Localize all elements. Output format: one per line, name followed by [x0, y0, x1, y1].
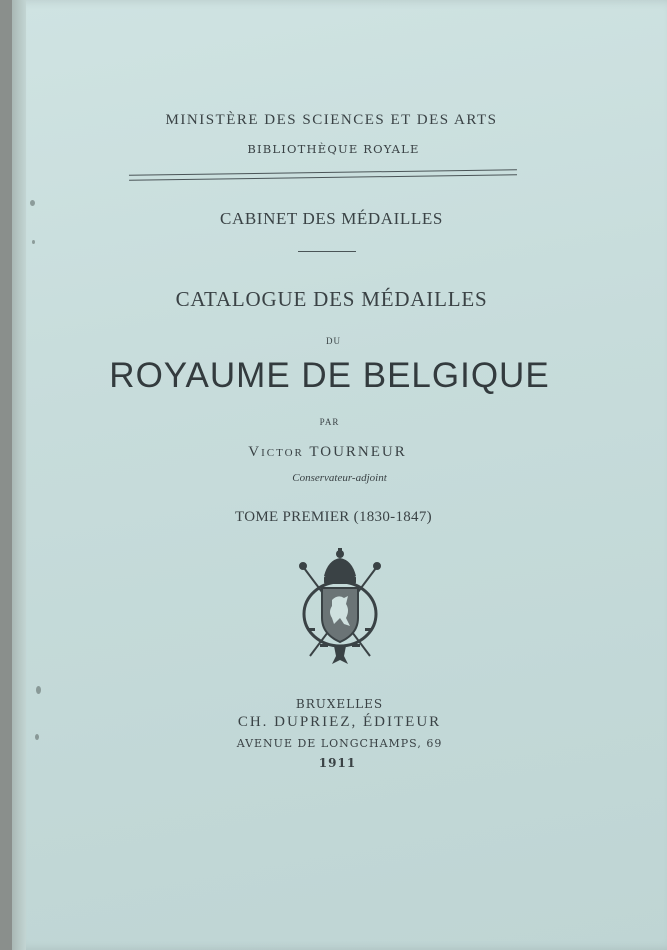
library-heading: BIBLIOTHÈQUE ROYALE [247, 142, 420, 156]
main-title: ROYAUME DE BELGIQUE [109, 356, 550, 395]
title-line-1: CATALOGUE DES MÉDAILLES [175, 287, 488, 311]
double-rule-divider [129, 169, 517, 180]
by-label: PAR [319, 417, 340, 427]
paper-spot [32, 240, 35, 244]
publication-year: 1911 [318, 756, 357, 770]
author-name: Victor TOURNEUR [248, 444, 407, 460]
title-connector: DU [326, 336, 341, 346]
short-rule-divider [298, 251, 356, 252]
paper-spot [36, 686, 41, 694]
title-page [12, 0, 667, 950]
publisher-name: CH. DUPRIEZ, ÉDITEUR [237, 714, 442, 730]
coat-of-arms-icon [290, 548, 390, 670]
publisher-address: AVENUE DE LONGCHAMPS, 69 [236, 737, 443, 750]
department-heading: CABINET DES MÉDAILLES [220, 209, 443, 228]
author-role: Conservateur-adjoint [292, 472, 387, 484]
volume-label: TOME PREMIER (1830-1847) [235, 509, 432, 525]
ministry-heading: MINISTÈRE DES SCIENCES ET DES ARTS [165, 112, 498, 128]
paper-spot [30, 200, 35, 206]
publication-city: BRUXELLES [295, 697, 384, 711]
